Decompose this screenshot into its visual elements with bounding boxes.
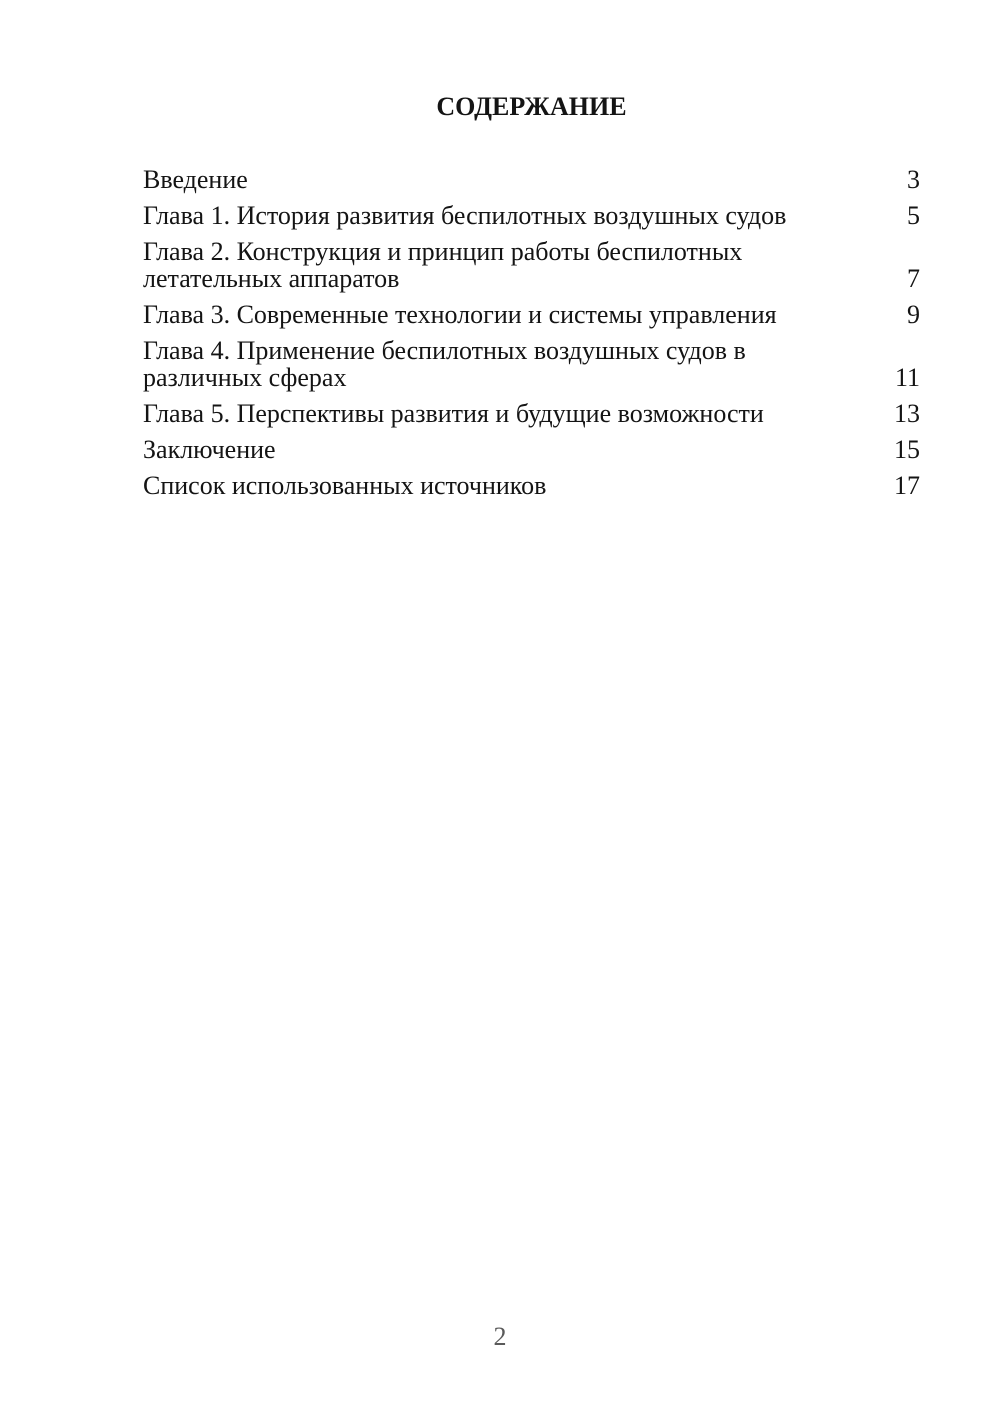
toc-entry: [143, 472, 920, 499]
toc-entry-title: Заключение: [143, 435, 276, 464]
page-title: СОДЕРЖАНИЕ: [436, 92, 627, 121]
page-number-footer: 2: [493, 1322, 507, 1351]
toc-entry-page-number: 9: [907, 300, 920, 329]
toc-entry: [143, 238, 920, 292]
toc-entry-title: Глава 2. Конструкция и принцип работы беспилотных летательных аппаратов: [143, 237, 743, 293]
toc-entry-page-number: 3: [907, 165, 920, 194]
toc-entry-title: Глава 5. Перспективы развития и будущие возможности: [143, 399, 764, 428]
toc-entry-title: Глава 3. Современные технологии и системы управления: [143, 300, 777, 329]
toc-entry: [143, 337, 920, 391]
toc-entry: [143, 166, 920, 193]
toc-entry-title: Глава 1. История развития беспилотных воздушных судов: [143, 201, 787, 230]
toc-entry-page-number: 11: [894, 363, 920, 392]
toc-entry-page-number: 5: [907, 201, 920, 230]
toc-entry: [143, 202, 920, 229]
toc-entry-page-number: 17: [894, 471, 920, 500]
toc-entry-page-number: 13: [894, 399, 920, 428]
toc-entry-title: Глава 4. Применение беспилотных воздушных судов в различных сферах: [143, 336, 746, 392]
toc-entry-title: Список использованных источников: [143, 471, 547, 500]
toc-entry-title: Введение: [143, 165, 248, 194]
toc-content: [143, 93, 920, 508]
toc-entry: [143, 436, 920, 463]
toc-entry: [143, 301, 920, 328]
toc-entry-page-number: 15: [894, 435, 920, 464]
toc-list: [143, 166, 920, 499]
toc-entry: [143, 400, 920, 427]
toc-entry-page-number: 7: [907, 264, 920, 293]
